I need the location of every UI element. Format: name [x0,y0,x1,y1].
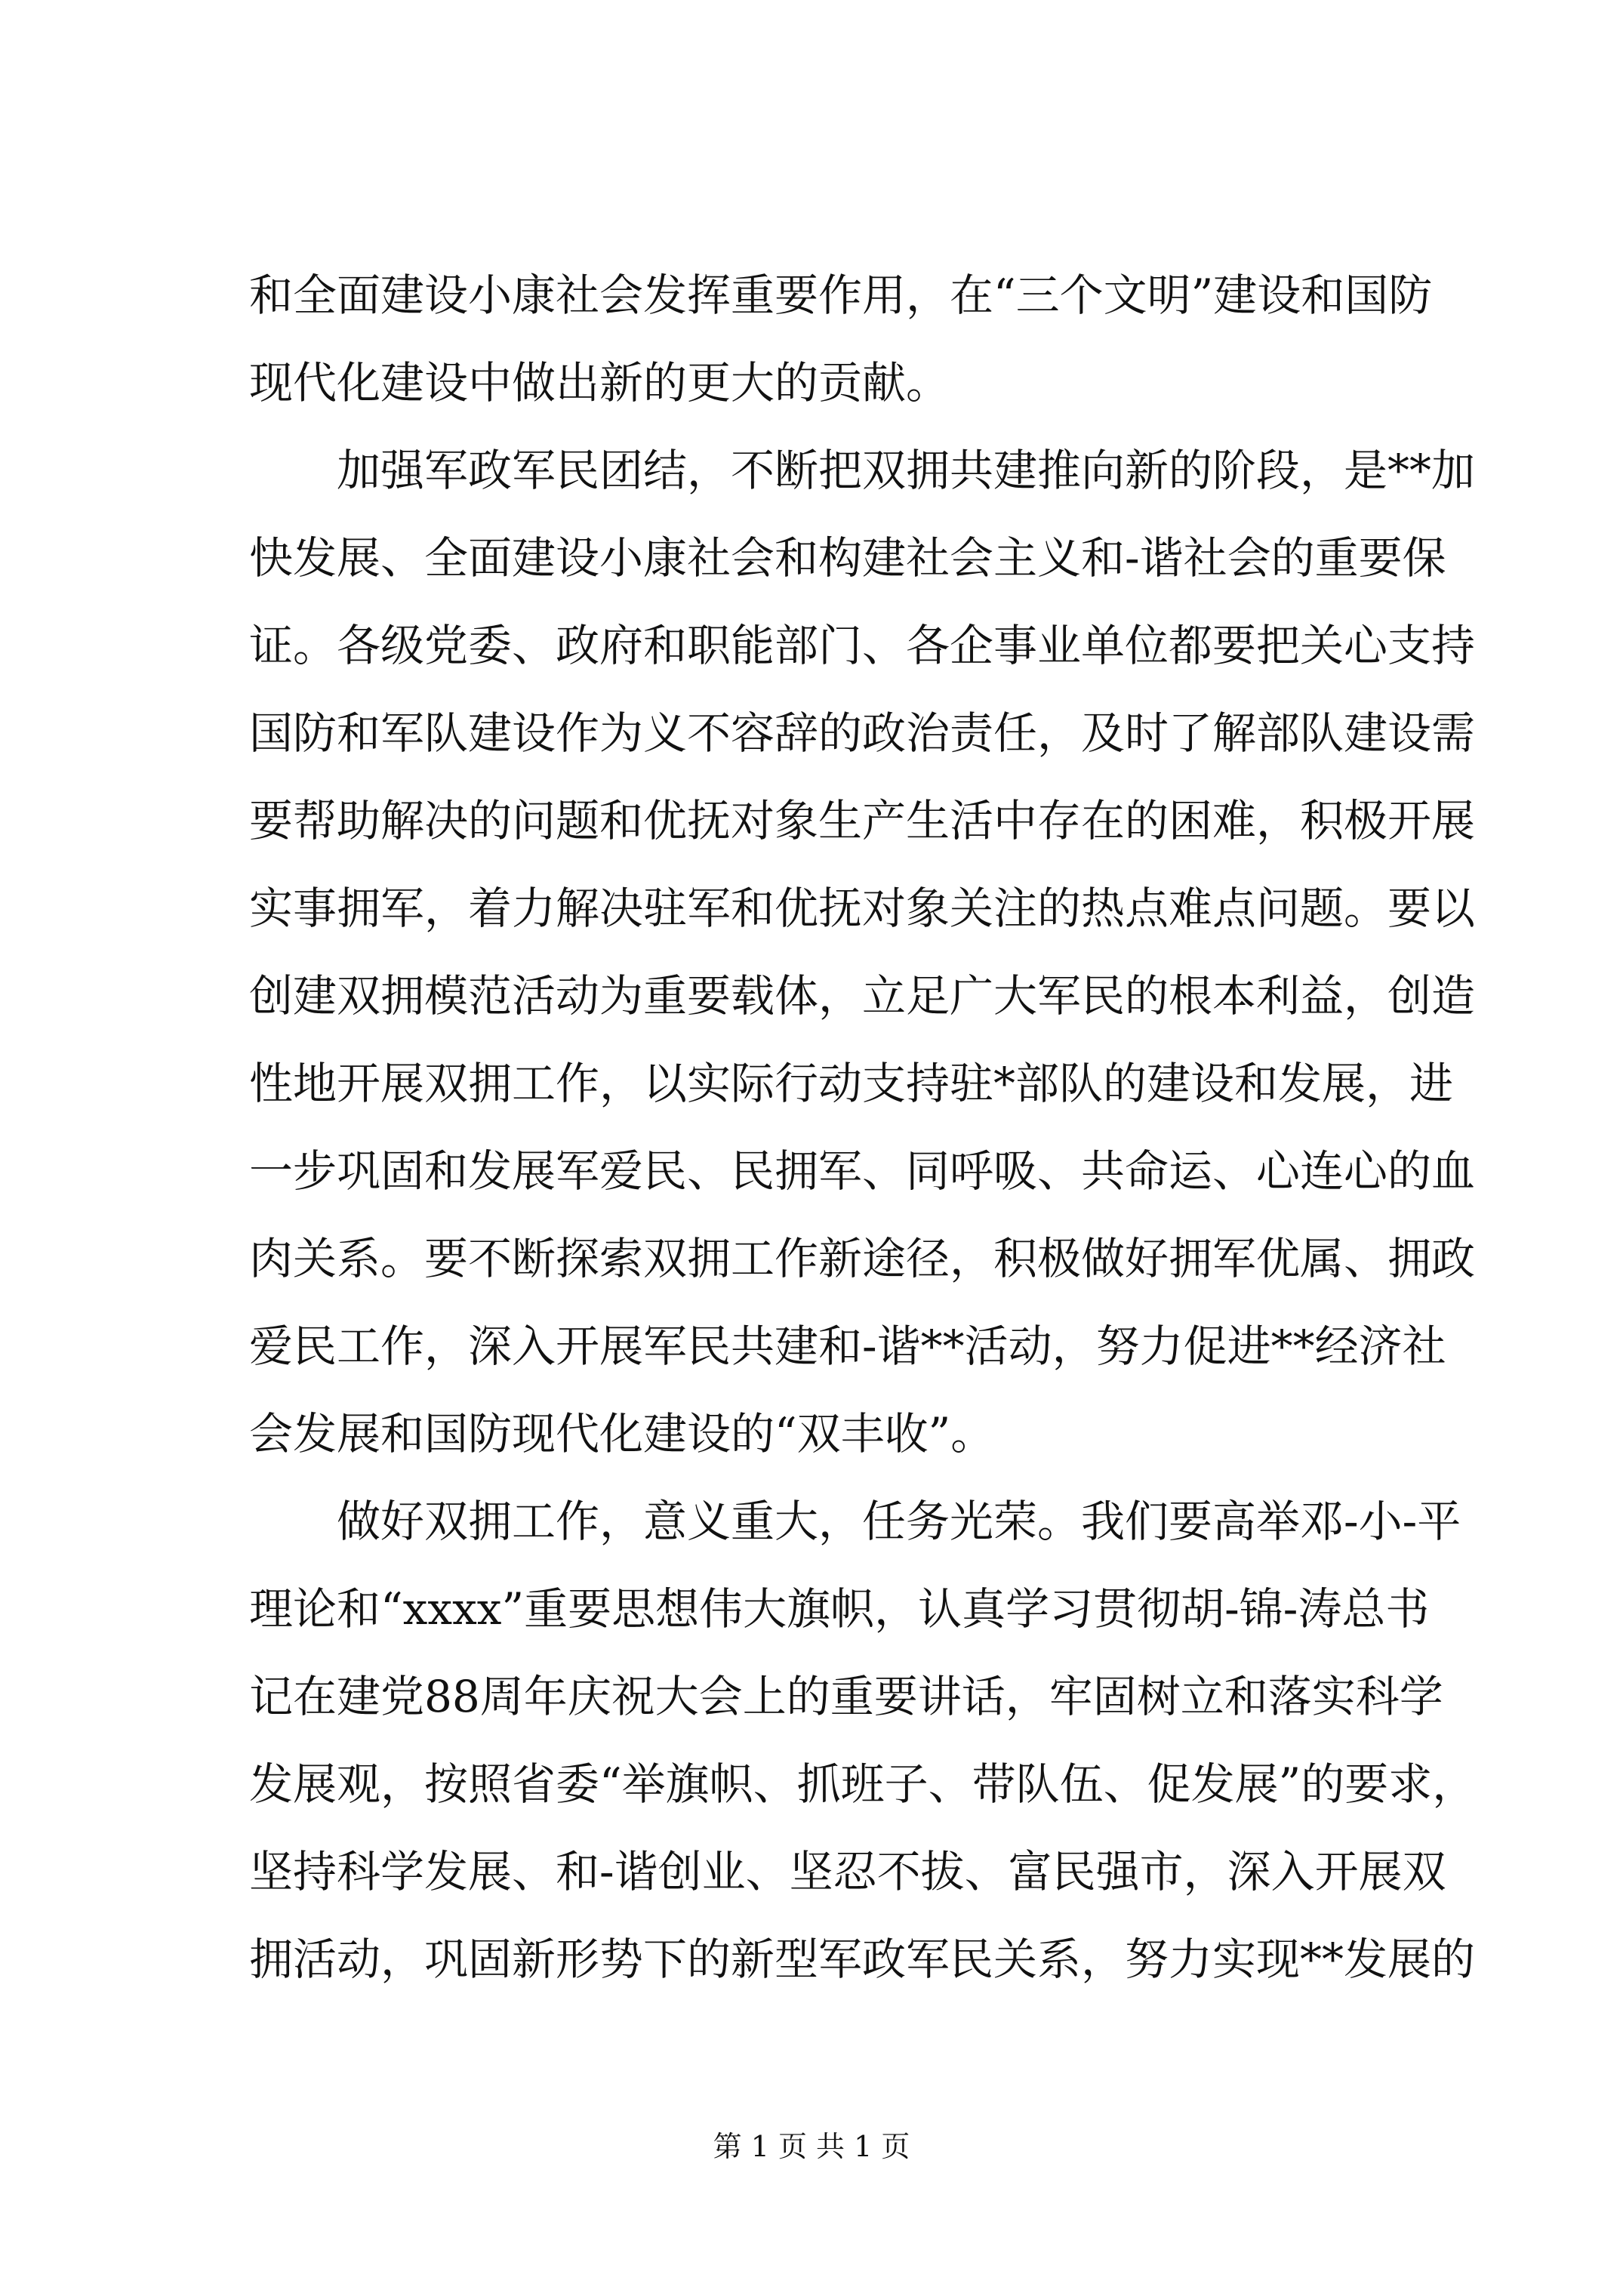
text-line: 创建双拥模范活动为重要载体，立足广大军民的根本利益，创造 [249,970,1476,1022]
text-line: 做好双拥工作，意义重大，任务光荣。我们要高举邓-小-平 [337,1496,1461,1547]
text-line: 要帮助解决的问题和优抚对象生产生活中存在的困难，积极开展 [249,795,1476,846]
text-line: 理论和“xxxx”重要思想伟大旗帜，认真学习贯彻胡-锦-涛总书 [249,1583,1430,1635]
page-footer: 第 1 页 共 1 页 [713,2130,910,2163]
text-line: 坚持科学发展、和-谐创业、坚忍不拔、富民强市，深入开展双 [249,1846,1446,1897]
text-line: 现代化建设中做出新的更大的贡献。 [249,357,950,408]
text-line: 爱民工作，深入开展军民共建和-谐**活动，努力促进**经济社 [249,1321,1446,1372]
text-line: 和全面建设小康社会发挥重要作用，在“三个文明”建设和国防 [249,270,1433,321]
text-line: 肉关系。要不断探索双拥工作新途径，积极做好拥军优属、拥政 [249,1233,1476,1284]
text-line: 发展观，按照省委“举旗帜、抓班子、带队伍、促发展”的要求， [249,1758,1477,1810]
text-line: 快发展、全面建设小康社会和构建社会主义和-谐社会的重要保 [249,532,1446,584]
text-line: 拥活动，巩固新形势下的新型军政军民关系，努力实现**发展的 [249,1934,1476,1985]
text-line: 性地开展双拥工作，以实际行动支持驻*部队的建设和发展，进 [249,1058,1454,1109]
text-line: 国防和军队建设作为义不容辞的政治责任，及时了解部队建设需 [249,707,1476,759]
text-line: 记在建党88周年庆祝大会上的重要讲话，牢固树立和落实科学 [249,1671,1443,1722]
text-line: 会发展和国防现代化建设的“双丰收”。 [249,1408,995,1459]
text-line: 加强军政军民团结，不断把双拥共建推向新的阶段，是**加 [337,445,1476,496]
text-line: 实事拥军，着力解决驻军和优抚对象关注的热点难点问题。要以 [249,883,1476,934]
text-line: 一步巩固和发展军爱民、民拥军、同呼吸、共命运、心连心的血 [249,1145,1476,1197]
text-line: 证。各级党委、政府和职能部门、各企事业单位都要把关心支持 [249,620,1476,671]
